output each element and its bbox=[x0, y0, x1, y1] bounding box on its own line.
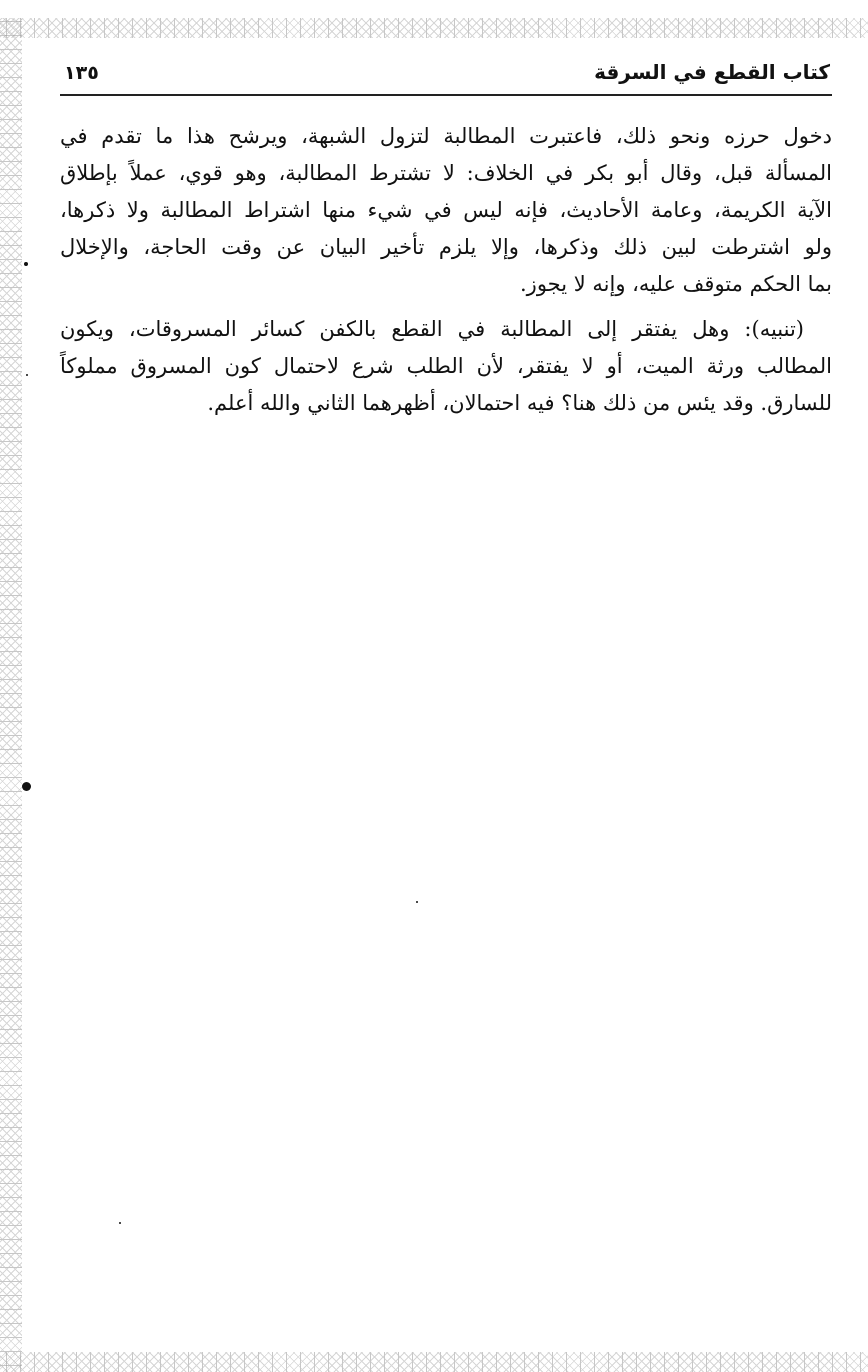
text-line: دخول حرزه ونحو ذلك، فاعتبرت المطالبة لتزول الشبهة، ويرشح هذا ما تقدم في bbox=[60, 124, 832, 148]
running-title: كتاب القطع في السرقة bbox=[594, 60, 830, 84]
paragraph bbox=[60, 118, 832, 303]
scan-speck bbox=[22, 782, 31, 791]
body-text bbox=[60, 118, 832, 422]
text-line: بما الحكم متوقف عليه، وإنه لا يجوز. bbox=[520, 272, 832, 296]
scan-speck bbox=[416, 901, 418, 903]
text-line: (تنبيه): وهل يفتقر إلى المطالبة في القطع بالكفن كسائر المسروقات، ويكون bbox=[60, 317, 804, 341]
text-line: المطالب ورثة الميت، أو لا يفتقر، لأن الطلب شرع لاحتمال كون المسروق مملوكاً bbox=[60, 354, 832, 378]
page-header bbox=[60, 58, 832, 96]
text-line: للسارق. وقد يئس من ذلك هنا؟ فيه احتمالان، أظهرهما الثاني والله أعلم. bbox=[207, 391, 832, 415]
text-line: الآية الكريمة، وعامة الأحاديث، فإنه ليس في شيء منها اشتراط المطالبة ولا ذكرها، bbox=[60, 198, 832, 222]
text-line: ولو اشترطت لبين ذلك وذكرها، وإلا يلزم تأخير البيان عن وقت الحاجة، والإخلال bbox=[60, 235, 832, 259]
decorative-border-left bbox=[0, 18, 22, 1372]
text-line: المسألة قبل، وقال أبو بكر في الخلاف: لا تشترط المطالبة، وهو قوي، عملاً بإطلاق bbox=[60, 161, 832, 185]
decorative-border-bottom bbox=[0, 1352, 868, 1372]
scan-speck bbox=[119, 1222, 121, 1224]
scan-speck bbox=[24, 262, 28, 266]
paragraph bbox=[60, 311, 832, 422]
scan-speck bbox=[26, 374, 28, 376]
decorative-border-top bbox=[0, 18, 868, 38]
page-number: ١٣٥ bbox=[64, 62, 99, 84]
